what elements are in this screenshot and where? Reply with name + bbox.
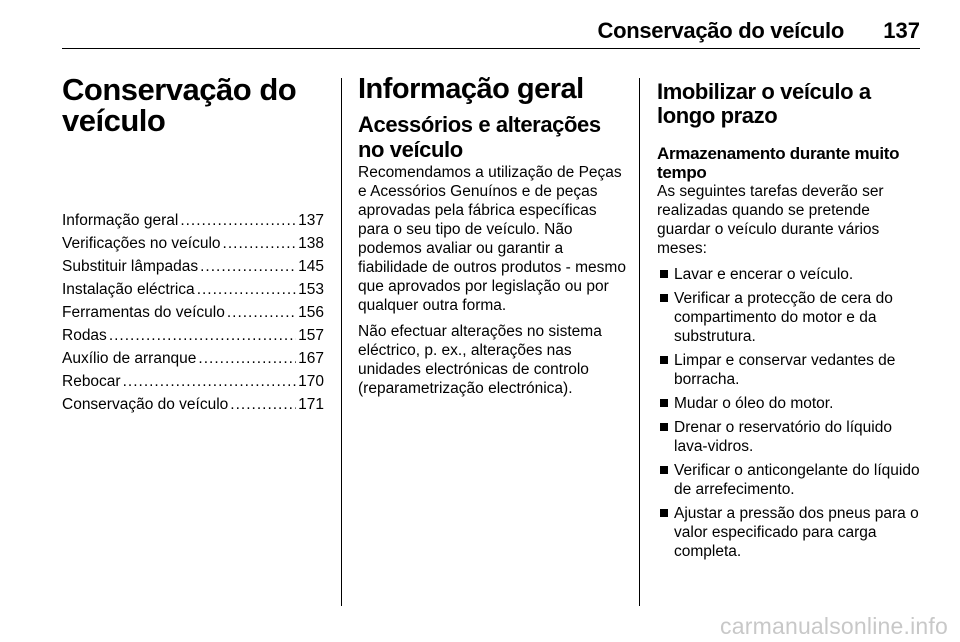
table-of-contents	[62, 209, 324, 416]
section-heading: Informação geral	[358, 73, 584, 105]
square-bullet-icon	[660, 356, 668, 364]
dot-leader	[200, 255, 296, 278]
column-divider	[639, 78, 640, 606]
subsection-heading: Acessórios e alterações no veículo	[358, 112, 601, 162]
task-list	[657, 265, 923, 561]
dot-leader	[197, 278, 296, 301]
chapter-title: Conservação do veículo	[62, 72, 297, 138]
general-info-column	[358, 74, 626, 405]
page-number: 137	[883, 18, 920, 43]
list-item: Mudar o óleo do motor.	[657, 394, 923, 413]
subsection-heading: Armazenamento durante muito tempo	[657, 144, 900, 182]
list-item: Limpar e conservar vedantes de borracha.	[657, 351, 923, 389]
dot-leader	[180, 209, 296, 232]
toc-entry[interactable]: Verificações no veículo ..... 138	[62, 232, 324, 255]
dot-leader	[223, 232, 297, 255]
square-bullet-icon	[660, 270, 668, 278]
dot-leader	[227, 301, 296, 324]
toc-entry[interactable]: Ferramentas do veículo ..... 156	[62, 301, 324, 324]
watermark: carmanualsonline.info	[720, 613, 948, 639]
page-header	[62, 14, 920, 49]
square-bullet-icon	[660, 294, 668, 302]
toc-entry[interactable]: Rodas ..... 157	[62, 324, 324, 347]
square-bullet-icon	[660, 423, 668, 431]
paragraph: Não efectuar alterações no sistema eléctrico, p. ex., alterações nas unidades electrónicas de controlo (reparametrização electrónica).	[358, 323, 602, 397]
list-item: Verificar a protecção de cera do compartimento do motor e da substrutura.	[657, 289, 923, 346]
section-heading: Imobilizar o veículo a longo prazo	[657, 79, 871, 128]
square-bullet-icon	[660, 399, 668, 407]
dot-leader	[230, 393, 296, 416]
list-item: Ajustar a pressão dos pneus para o valor especificado para carga completa.	[657, 504, 923, 561]
paragraph: Recomendamos a utilização de Peças e Acessórios Genuínos e de peças aprovadas pela fábrica específicas para o seu tipo de veículo. Não podemos avaliar ou garantir a fiabilidade de outros produtos - mesmo que aprovados por legislação ou por qualquer outra forma.	[358, 164, 626, 314]
dot-leader	[109, 324, 296, 347]
toc-entry[interactable]: Substituir lâmpadas ..... 145	[62, 255, 324, 278]
column-divider	[341, 78, 342, 606]
toc-entry[interactable]: Auxílio de arranque ..... 167	[62, 347, 324, 370]
square-bullet-icon	[660, 466, 668, 474]
list-item: Drenar o reservatório do líquido lava-vidros.	[657, 418, 923, 456]
list-item: Lavar e encerar o veículo.	[657, 265, 923, 284]
dot-leader	[123, 370, 297, 393]
paragraph: As seguintes tarefas deverão ser realizadas quando se pretende guardar o veículo durante vários meses:	[657, 183, 884, 257]
dot-leader	[198, 347, 296, 370]
toc-entry[interactable]: Instalação eléctrica ..... 153	[62, 278, 324, 301]
toc-entry[interactable]: Informação geral ..... 137	[62, 209, 324, 232]
section-title: Conservação do veículo	[597, 18, 844, 43]
square-bullet-icon	[660, 509, 668, 517]
list-item: Verificar o anticongelante do líquido de arrefecimento.	[657, 461, 923, 499]
toc-entry[interactable]: Conservação do veículo ..... 171	[62, 393, 324, 416]
chapter-column	[62, 74, 324, 416]
storage-column	[657, 74, 923, 566]
toc-entry[interactable]: Rebocar ..... 170	[62, 370, 324, 393]
